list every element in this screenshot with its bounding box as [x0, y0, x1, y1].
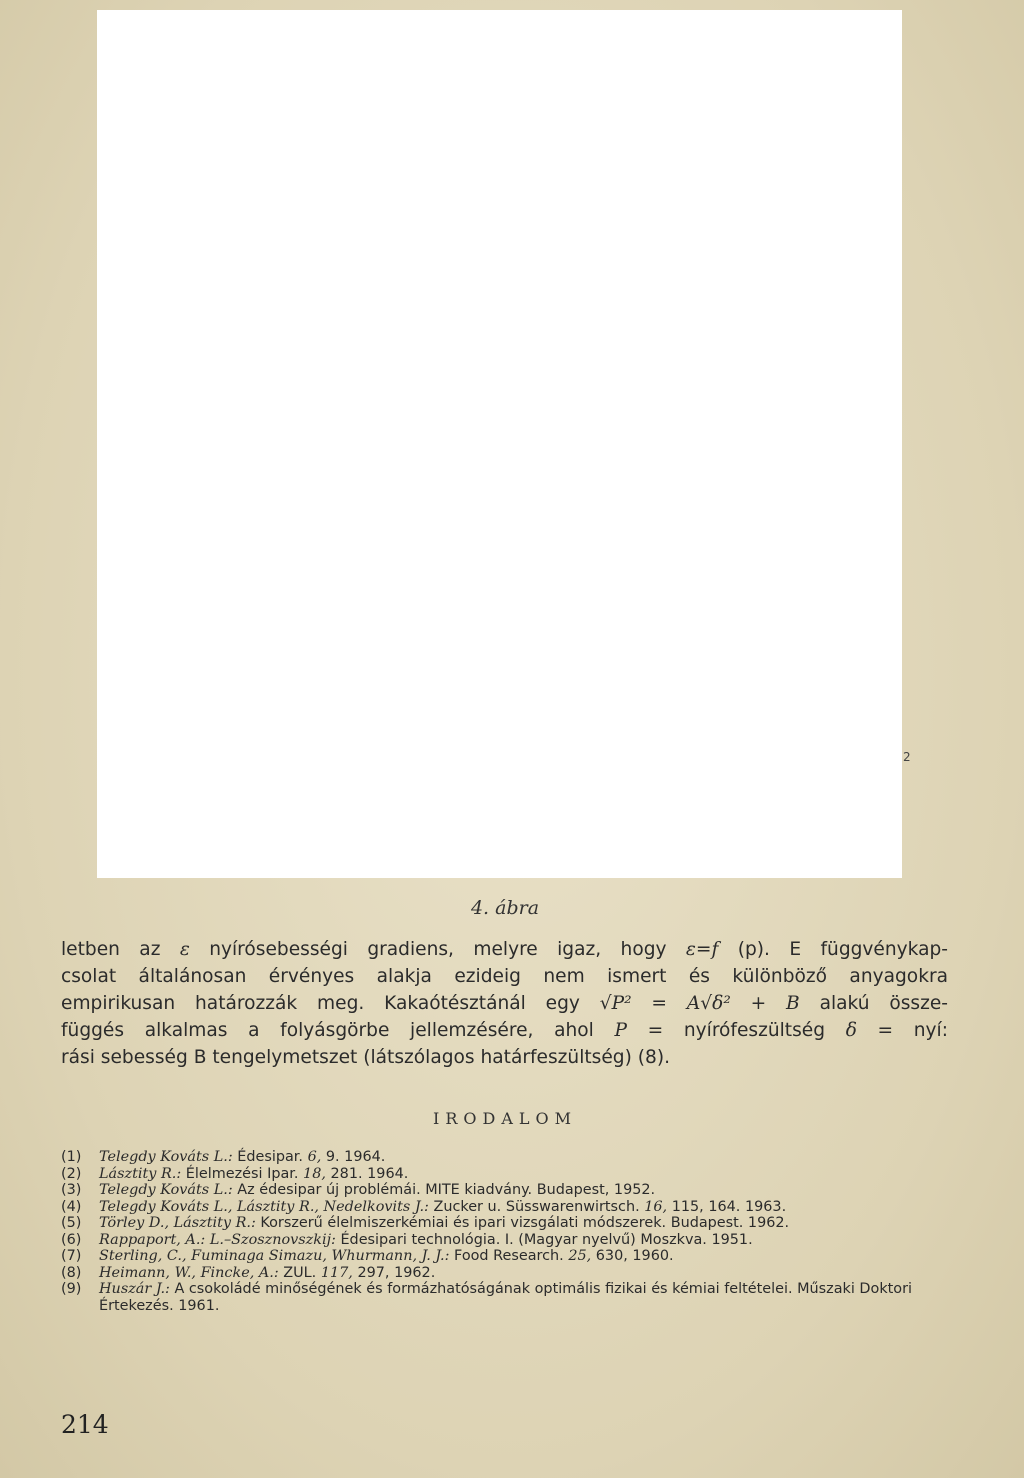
reference-volume: 16, [644, 1198, 668, 1215]
reference-number: (6) [61, 1231, 82, 1248]
body-text-run: rási sebesség B tengelymetszet (látszólagos határfeszültség) (8). [61, 1047, 671, 1068]
reference-number: (5) [61, 1215, 82, 1231]
reference-source: Az édesipar új problémái. MITE kiadvány. Budapest, 1952. [232, 1182, 656, 1198]
reference-source: 630, 1960. [591, 1248, 674, 1264]
reference-source: A csokoládé minőségének és formázhatóságának optimális fizikai és kémiai feltételei. Műszaki Doktori Értekezés. 1961. [99, 1281, 913, 1314]
reference-item [61, 1166, 956, 1183]
body-paragraph [61, 936, 948, 1071]
reference-authors: Lásztity R.: [99, 1165, 182, 1182]
reference-item [61, 1281, 956, 1314]
reference-volume: 117, [320, 1264, 353, 1281]
body-text-run: alakú össze- [799, 993, 949, 1014]
references-list [61, 1149, 956, 1314]
reference-number: (9) [61, 1281, 82, 1297]
reference-volume: 6, [307, 1149, 322, 1165]
body-line [61, 963, 948, 990]
reference-item [61, 1215, 956, 1232]
reference-item [61, 1149, 956, 1166]
body-text-run: = nyí: [856, 1020, 948, 1041]
figure-side-label: 2 [903, 750, 911, 764]
reference-authors: Törley D., Lásztity R.: [99, 1215, 256, 1231]
reference-authors: Telegdy Kováts L., Lásztity R., Nedelkovits J.: [99, 1198, 429, 1215]
body-text-run: nyírósebességi gradiens, melyre igaz, hogy [189, 939, 686, 960]
reference-source: Édesipari technológia. I. (Magyar nyelvű) Moszkva. 1951. [335, 1231, 753, 1248]
reference-source: Food Research. [449, 1248, 569, 1264]
page-number: 214 [61, 1410, 109, 1439]
reference-authors: Sterling, C., Fuminaga Simazu, Whurmann, J. J.: [99, 1248, 450, 1264]
reference-source: 9. 1964. [321, 1149, 386, 1165]
reference-source: Zucker u. Süsswarenwirtsch. [428, 1198, 645, 1215]
reference-item [61, 1199, 956, 1216]
body-line [61, 1017, 948, 1044]
reference-number: (4) [61, 1198, 82, 1215]
math-expression: P [614, 1020, 627, 1041]
figure-image-area [97, 10, 902, 878]
reference-number: (7) [61, 1248, 82, 1264]
math-expression: √P² = A√δ² + B [599, 993, 800, 1014]
reference-source: 115, 164. 1963. [667, 1198, 787, 1215]
body-text-run: empirikusan határozzák meg. Kakaótésztánál egy [61, 993, 600, 1014]
math-expression: ε [179, 939, 190, 960]
reference-authors: Huszár J.: [99, 1281, 170, 1297]
reference-volume: 25, [568, 1248, 592, 1264]
body-text-run: függés alkalmas a folyásgörbe jellemzésére, ahol [61, 1020, 615, 1041]
reference-number: (1) [61, 1149, 82, 1165]
reference-volume: 18, [303, 1165, 326, 1182]
reference-authors: Telegdy Kováts L.: [99, 1149, 233, 1165]
reference-authors: Rappaport, A.: L.–Szosznovszkij: [99, 1231, 336, 1248]
body-line [61, 936, 948, 963]
body-text-run: (p). E függvénykap- [718, 939, 948, 960]
reference-source: Édesipar. [232, 1149, 308, 1165]
reference-authors: Heimann, W., Fincke, A.: [99, 1264, 279, 1281]
body-text-run: letben az [61, 939, 180, 960]
reference-source: 297, 1962. [352, 1264, 436, 1281]
body-line [61, 990, 948, 1017]
reference-number: (3) [61, 1182, 82, 1198]
math-expression: δ [845, 1020, 857, 1041]
reference-number: (8) [61, 1264, 82, 1281]
reference-item [61, 1248, 956, 1265]
references-heading: IRODALOM [433, 1109, 577, 1128]
body-text-run: csolat általánosan érvényes alakja ezideig nem ismert és különböző anyagokra [61, 966, 948, 987]
reference-item [61, 1232, 956, 1249]
reference-source: ZUL. [278, 1264, 321, 1281]
math-expression: ε=f [685, 939, 719, 960]
figure-caption: 4. ábra [470, 897, 540, 919]
reference-number: (2) [61, 1165, 82, 1182]
reference-source: Korszerű élelmiszerkémiai és ipari vizsgálati módszerek. Budapest. 1962. [255, 1215, 790, 1231]
body-text-run: = nyírófeszültség [626, 1020, 846, 1041]
body-line [61, 1044, 948, 1071]
reference-item [61, 1265, 956, 1282]
reference-source: Élelmezési Ipar. [181, 1165, 304, 1182]
reference-item [61, 1182, 956, 1199]
reference-authors: Telegdy Kováts L.: [99, 1182, 233, 1198]
reference-source: 281. 1964. [325, 1165, 409, 1182]
